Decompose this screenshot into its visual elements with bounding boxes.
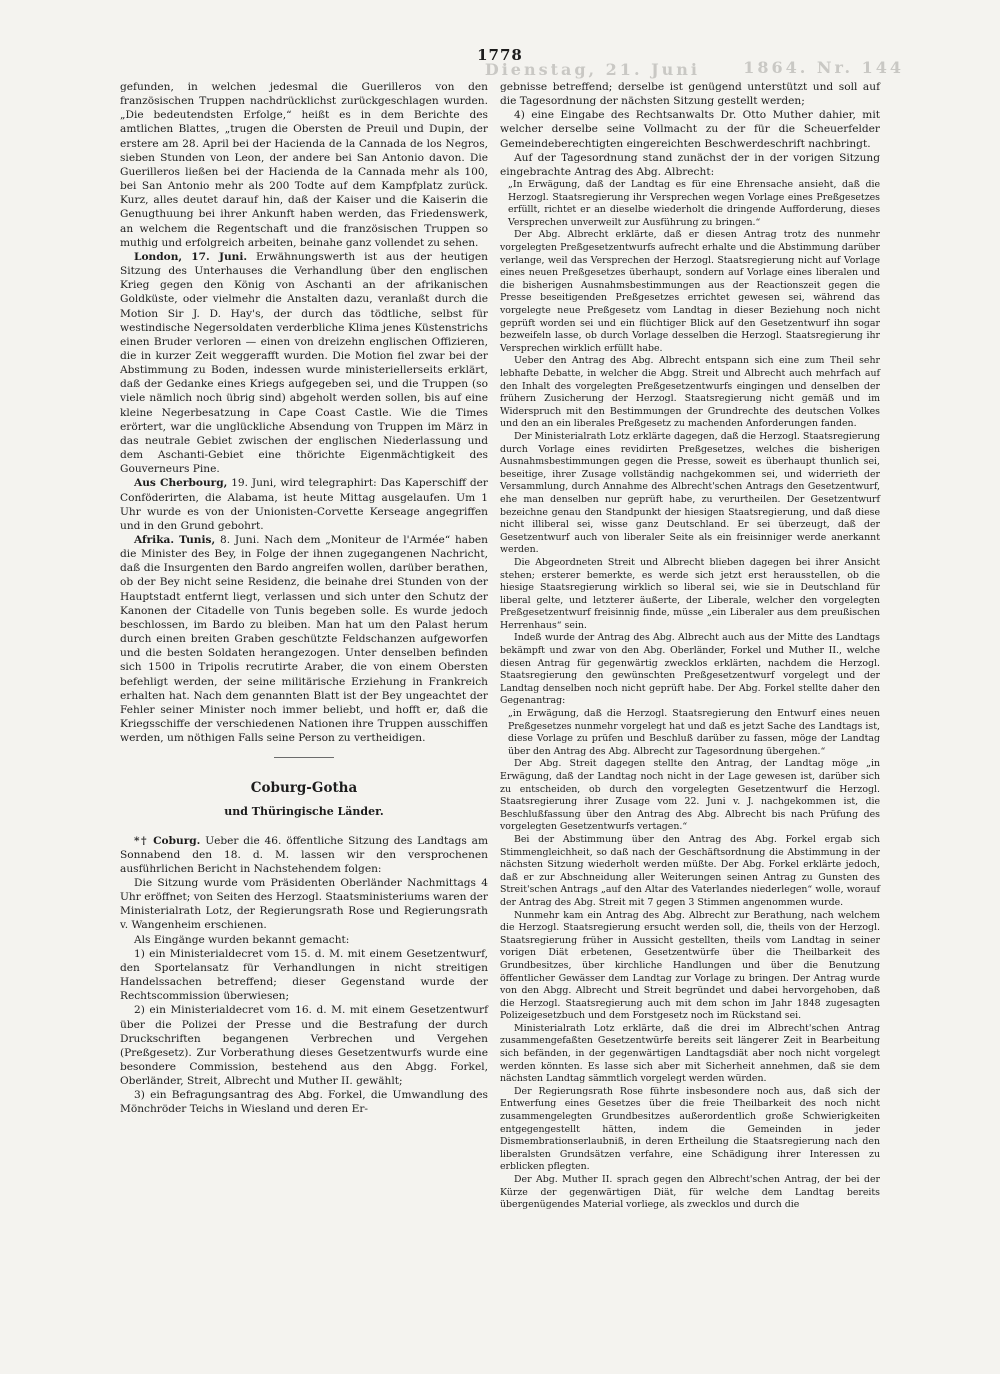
header-issue-bleed: 1864. Nr. 144 [743,58,904,77]
paragraph-london [120,250,488,477]
dateline-tunis: Afrika. Tunis, [134,534,216,546]
paragraph-sitzung: Die Sitzung wurde vom Präsidenten Oberländer Nachmittags 4 Uhr eröffnet; von Seiten des Herzogl. Staatsministeriums waren der Ministerialrath Lotz, der Regierungsrath Rose und Regierungsrath v. Wangenheim erschienen. [120,876,488,932]
tunis-text: 8. Juni. Nach dem „Moniteur de l'Armée“ haben die Minister des Bey, in Folge der ihnen zugegangenen Nachricht, daß die Insurgenten den Bardo angreifen wollen, darüber berathen, ob der Bey nicht seine Residenz, die beinahe drei Stunden von der Hauptstadt entfernt liegt, verlassen und sich unter den Schutz der Kanonen der Citadelle von Tunis begeben solle. Es wurde jedoch beschlossen, im Bardo zu bleiben. Man hat um den Palast herum durch einen breiten Graben geschützte Feldschanzen aufgeworfen und die besten Soldaten herangezogen. Unter denselben befinden sich 1500 in Tripolis recrutirte Araber, die von einem Obersten befehligt werden, der seine militärische Erziehung in Frankreich erhalten hat. Nach dem genannten Blatt ist der Bey ungeachtet der Fehler seiner Minister noch immer beliebt, und hofft er, daß die Kriegsschiffe der verschiedenen Nationen ihre Truppen ausschiffen werden, um nöthigen Falls seine Person zu vertheidigen. [120,534,488,745]
paragraph-cherbourg [120,476,488,533]
paragraph-mexico: gefunden, in welchen jedesmal die Guerilleros von den französischen Truppen nachdrücklichst zurückgeschlagen wurden. „Die bedeutendsten Erfolge,“ heißt es in dem Berichte des amtlichen Blattes, „trugen die Obersten de Preuil und Dupin, der erstere am 28. April bei der Hacienda de la Cannada de los Negros, sieben Stunden von Leon, der andere bei San Antonio davon. Die Guerilleros ließen bei der Hacienda de la Cannada mehr als 100, bei San Antonio mehr als 200 Todte auf dem Kampfplatz zurück. Kurz, alles deutet darauf hin, daß der Kaiser und die Kaiserin die Genugthuung bei ihrer Ankunft haben werden, das Friedenswerk, an welchem die Regentschaft und die französischen Truppen so muthig und erfolgreich arbeiten, beinahe ganz vollendet zu sehen. [120,81,488,249]
dateline-cherbourg: Aus Cherbourg, [134,477,228,490]
paragraph-rose: Der Regierungsrath Rose führte insbesondere noch aus, daß sich der Entwerfung eines Gesetzes über die freie Theilbarkeit des noch nicht zusammengelegten Grundbesitzes außerordentlich große Schwierigkeiten entgegengestellt hätten, indem die Gemeinden in jeder Dismembrationserlaubniß, in deren Ertheilung die Staatsregierung nach den liberalsten Grundsätzen verfahre, eine Schädigung ihrer Interessen zu erblicken pflegten. [500,1085,880,1173]
paragraph-r1: gebnisse betreffend; derselbe ist genügend unterstützt und soll auf die Tagesordnung der nächsten Sitzung gestellt werden; [500,81,880,108]
page-number: 1778 [477,46,523,64]
paragraph-tunis [120,533,488,745]
quote-forkel-antrag: „in Erwägung, daß die Herzogl. Staatsregierung den Entwurf eines neuen Preßgesetzes nunmehr vorgelegt hat und daß es jetzt Sache des Landtags ist, diese Vorlage zu prüfen und Beschluß darüber zu fassen, möge der Landtag über den Antrag des Abg. Albrecht zur Tagesordnung übergehen.“ [508,708,880,757]
paragraph-abstimmung: Bei der Abstimmung über den Antrag des Abg. Forkel ergab sich Stimmengleichheit, so daß nach der Geschäftsordnung die Abstimmung in der nächsten Sitzung wiederholt werden müßte. Der Abg. Forkel erklärte jedoch, daß er zur Abschneidung aller Weiterungen seinen Antrag zu Gunsten des Streit'schen Antrags „auf den Altar des Vaterlandes niederlegen“ wolle, worauf der Antrag des Abg. Streit mit 7 gegen 3 Stimmen angenommen wurde. [500,833,880,908]
list-item-1: 1) ein Ministerialdecret vom 15. d. M. mit einem Gesetzentwurf, den Sportelansatz für Verhandlungen in nicht streitigen Handelssachen betreffend; dieser Gegenstand wurde der Rechtscommission überwiesen; [120,947,488,1003]
cherbourg-text: 19. Juni, wird telegraphirt: Das Kaperschiff der Conföderirten, die Alabama, ist heute Mittag ausgelaufen. Um 1 Uhr wurde es von der Unionisten-Corvette Kerseage angegriffen und in den Grund gebohrt. [120,477,488,532]
paragraph-lotz: Der Ministerialrath Lotz erklärte dagegen, daß die Herzogl. Staatsregierung durch Vorlage eines revidirten Preßgesetzes, welches die bisherigen Ausnahmsbestimmungen gegen die Presse, soweit es überhaupt thunlich sei, beseitige, ihrer Zusage vollständig nachgekommen sei, und widerrieth der Versammlung, durch Annahme des Albrecht'schen Antrags den Gesetzentwurf, ehe man denselben nur geprüft habe, zu verurtheilen. Der Gesetzentwurf bezeichne genau den Standpunkt der hiesigen Staatsregierung, und daß diese nicht illiberal sei, wisse ganz Deutschland. Er sei überzeugt, daß der Gesetzentwurf auch von liberaler Seite als ein freisinniger werde anerkannt werden. [500,430,880,556]
list-item-4: 4) eine Eingabe des Rechtsanwalts Dr. Otto Muther dahier, mit welcher derselbe seine Vollmacht zu der für die Scheuerfelder Gemeindeberechtigten eingereichten Beschwerdeschrift nachbringt. [500,109,880,150]
dateline-london: London, 17. Juni. [134,250,248,263]
paragraph-eingaenge: Als Eingänge wurden bekannt gemacht: [134,933,350,946]
paragraph-muther: Der Abg. Muther II. sprach gegen den Albrecht'schen Antrag, der bei der Kürze der gegenwärtigen Diät, für welche dem Landtag bereits übergenügendes Material vorliege, als zwecklos und durch die [500,1174,880,1211]
list-item-3: 3) ein Befragungsantrag des Abg. Forkel, die Umwandlung des Mönchröder Teichs in Wiesland und deren Er- [120,1089,488,1116]
paragraph-albrecht: Der Abg. Albrecht erklärte, daß er diesen Antrag trotz des nunmehr vorgelegten Preßgesetzentwurfs aufrecht erhalte und die Abstimmung darüber verlange, weil das Versprechen der Herzogl. Staatsregierung nicht auf Vorlage eines neuen Preßgesetzes überhaupt, sondern auf Vorlage eines liberalen und die bisherigen Ausnahmsbestimmungen aus der Reactionszeit gegen die Presse beseitigenden Preßgesetzes errichtet gewesen sei, während das vorgelegte neue Preßgesetz vom Landtag in dieser Beziehung noch nicht geprüft worden sei und ein flüchtiger Blick auf den Gesetzentwurf ihn sogar bezweifeln lasse, ob durch Vorlage desselben die Herzogl. Staatsregierung ihr Versprechen wirklich erfüllt habe. [500,229,880,354]
header-date-bleed: Dienstag, 21. Juni [484,60,700,79]
paragraph-berathung: Nunmehr kam ein Antrag des Abg. Albrecht zur Berathung, nach welchem die Herzogl. Staatsregierung ersucht werden soll, die, theils von der Herzogl. Staatsregierung früher in Aussicht gestellten, theils vom Landtag in seiner vorigen Diät erbetenen, Gesetzentwürfe über die Theilbarkeit des Grundbesitzes, über kirchliche Handlungen und über die Benutzung öffentlicher Gewässer dem Landtag zur Vorlage zu bringen. Der Antrag wurde von den Abgg. Albrecht und Streit begründet und dabei hervorgehoben, daß die Herzogl. Staatsregierung auch mit dem schon im Jahr 1848 zugesagten Polizeigesetzbuch und dem Forstgesetz noch im Rückstand sei. [500,909,880,1022]
paragraph-coburg [120,834,488,876]
right-column [500,80,880,1212]
paragraph-tagesordnung: Auf der Tagesordnung stand zunächst der in der vorigen Sitzung eingebrachte Antrag des Abg. Albrecht: [500,151,880,178]
paragraph-debatte: Ueber den Antrag des Abg. Albrecht entspann sich eine zum Theil sehr lebhafte Debatte, in welcher die Abgg. Streit und Albrecht auch mehrfach auf den Inhalt des vorgelegten Preßgesetzentwurfs eingingen und denselben der frühern Zusicherung der Herzogl. Staatsregierung nicht gemäß und im Widerspruch mit den Bestimmungen der Grundrechte des deutschen Volkes und den an ein liberales Preßgesetz zu machenden Anforderungen fanden. [500,355,880,430]
list-item-2: 2) ein Ministerialdecret vom 16. d. M. mit einem Gesetzentwurf über die Polizei der Presse und die Bestrafung der durch Druckschriften begangenen Verbrechen und Vergehen (Preßgesetz). Zur Vorberathung dieses Gesetzentwurfs wurde eine besondere Commission, bestehend aus den Abgg. Forkel, Oberländer, Streit, Albrecht und Muther II. gewählt; [120,1004,488,1088]
left-column [120,80,488,1117]
paragraph-indess: Indeß wurde der Antrag des Abg. Albrecht auch aus der Mitte des Landtags bekämpft und zwar von den Abg. Oberländer, Forkel und Muther II., welche diesen Antrag für gegenwärtig zwecklos erklärten, nachdem die Herzogl. Staatsregierung den gewünschten Preßgesetzentwurf vorgelegt und der Landtag denselben noch nicht geprüft habe. Der Abg. Forkel stellte daher den Gegenantrag: [500,632,880,707]
paragraph-streit-antrag: Der Abg. Streit dagegen stellte den Antrag, der Landtag möge „in Erwägung, daß der Landtag noch nicht in der Lage gewesen ist, darüber sich zu entscheiden, ob durch den vorgelegten Gesetzentwurf die Herzogl. Staatsregierung ihrer Zusage vom 22. Juni v. J. nachgekommen ist, die Beschlußfassung über den Antrag des Abg. Albrecht bis nach Prüfung des vorgelegten Gesetzentwurfs vertagen.“ [500,758,880,833]
london-text: Erwähnungswerth ist aus der heutigen Sitzung des Unterhauses die Verhandlung über den englischen Krieg gegen den König von Aschanti an der afrikanischen Goldküste, oder vielmehr die Anstalten dazu, veranlaßt durch die Motion Sir J. D. Hay's, der durch das tödtliche, selbst für westindische Negersoldaten verderbliche Klima jenes Küstenstrichs einen Bruder verloren — einen von dreizehn englischen Offizieren, die in kurzer Zeit weggerafft wurden. Die Motion fiel zwar bei der Abstimmung zu Boden, indessen wurde ministeriellerseits erklärt, daß der Gedanke eines Kriegs aufgegeben sei, und die Truppen (so viele nämlich noch übrig sind) abgeholt werden sollen, bis auf eine kleine Negerbesatzung in Cape Coast Castle. Wie die Times erörtert, war die unglückliche Absendung von Truppen im März in das neutrale Gebiet zwischen der englischen Niederlassung und dem Aschanti-Gebiet eine thörichte Eigenmächtigkeit des Gouverneurs Pine. [120,250,488,476]
paragraph-lotz-2: Ministerialrath Lotz erklärte, daß die drei im Albrecht'schen Antrag zusammengefaßten Gesetzentwürfe bereits seit längerer Zeit in Bearbeitung sich befänden, in der gegenwärtigen Landtagsdiät aber noch nicht vorgelegt werden könnten. Es lasse sich aber mit Sicherheit annehmen, daß sie dem nächsten Landtag sämmtlich vorgelegt werden würden. [500,1022,880,1085]
section-title: Coburg-Gotha [250,780,358,797]
section-subtitle: und Thüringische Länder. [224,805,384,819]
dateline-coburg: *† Coburg. [134,834,201,847]
section-rule [274,757,334,758]
quote-albrecht-antrag: „In Erwägung, daß der Landtag es für eine Ehrensache ansieht, daß die Herzogl. Staatsregierung ihr Versprechen wegen Vorlage eines Preßgesetzes erfüllt, richtet er an dieselbe wiederholt die dringende Aufforderung, dieses Versprechen unverweilt zur Ausführung zu bringen.“ [508,179,880,228]
coburg-text: Ueber die 46. öffentliche Sitzung des Landtags am Sonnabend den 18. d. M. lassen wir den versprochenen ausführlichen Bericht in Nachstehendem folgen: [120,834,488,875]
paragraph-streit-albrecht: Die Abgeordneten Streit und Albrecht blieben dagegen bei ihrer Ansicht stehen; ersterer bemerkte, es werde sich jetzt erst herausstellen, ob die hiesige Staatsregierung wirklich so liberal sei, wie sie in Deutschland für liberal gelte, und letzterer äußerte, der Liberale, welcher den vorgelegten Preßgesetzentwurf freisinnig finde, müsse „ein Liberaler aus dem preußischen Herrenhaus“ sein. [500,556,880,631]
